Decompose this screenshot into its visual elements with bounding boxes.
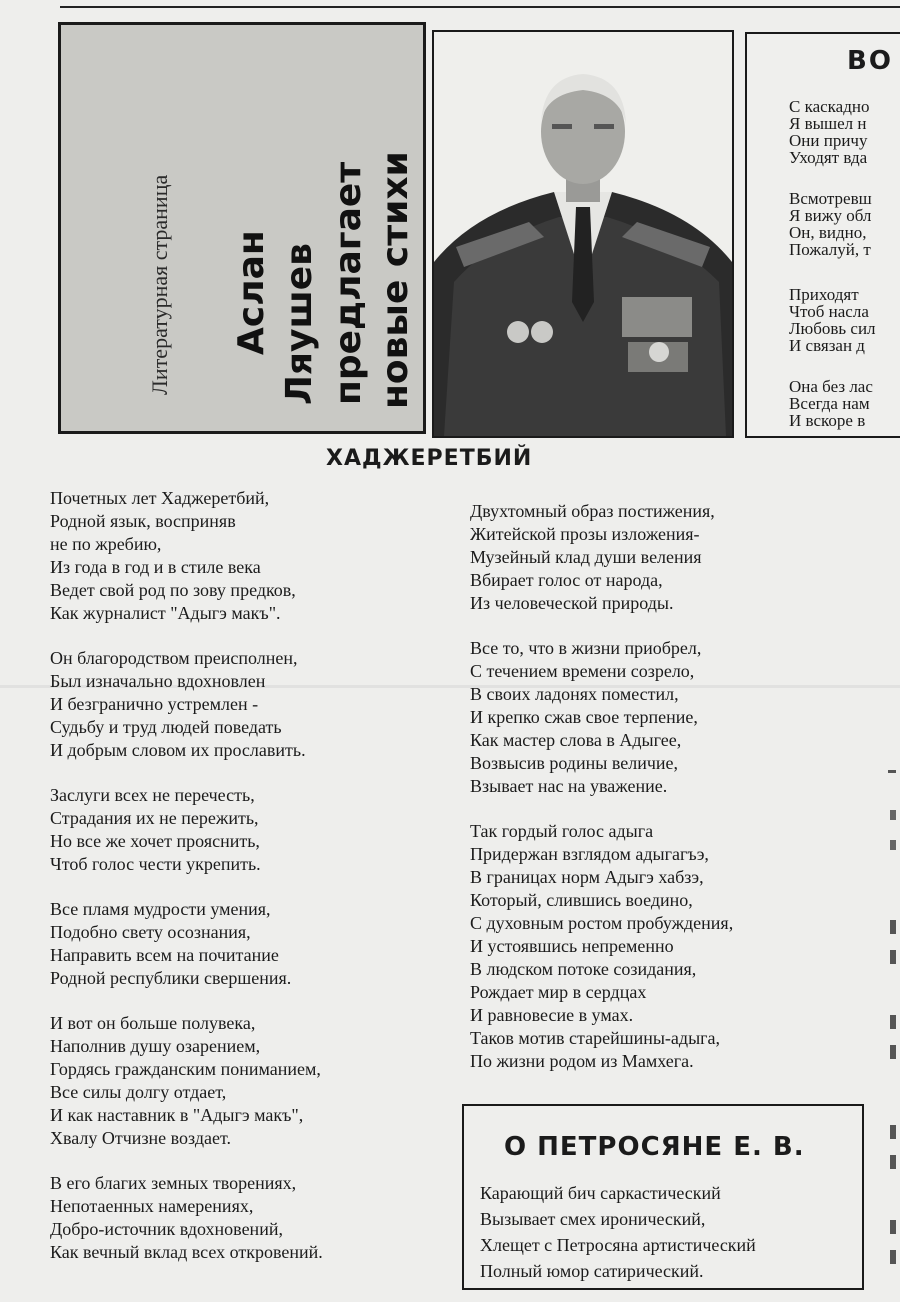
- poem-stanza: [50, 647, 323, 762]
- paper-fold: [0, 685, 900, 688]
- box-poem-title: О ПЕТРОСЯНЕ Е. В.: [504, 1132, 805, 1162]
- poem-line: Заслуги всех не перечесть,: [50, 785, 255, 805]
- poem-line: Он благородством преисполнен,: [50, 648, 298, 668]
- title-line-2: Ляушев: [279, 243, 320, 405]
- poem-line: Из года в год и в стиле века: [50, 557, 261, 577]
- poem-line: Страдания их не пережить,: [50, 808, 259, 828]
- poem-line: И крепко сжав свое терпение,: [470, 707, 698, 727]
- poem-line: Как мастер слова в Адыгее,: [470, 730, 682, 750]
- poem-line: Всегда нам: [789, 394, 870, 413]
- poem-line: Возвысив родины величие,: [470, 753, 679, 773]
- poem-line: Она без лас: [789, 377, 873, 396]
- poem-line: Вбирает голос от народа,: [470, 570, 663, 590]
- poem-line: И связан д: [789, 336, 865, 355]
- petrosyan-poem-box: [462, 1104, 864, 1290]
- poem-line: Взывает нас на уважение.: [470, 776, 668, 796]
- right-poem-stanza: [789, 190, 872, 258]
- poem-line: Непотаенных намерениях,: [50, 1196, 254, 1216]
- right-poem-title: ВО: [847, 46, 893, 76]
- poem-line: Полный юмор сатирический.: [480, 1261, 704, 1281]
- poem-line: В своих ладонях поместил,: [470, 684, 679, 704]
- poem-stanza: [470, 500, 733, 615]
- header-box: [58, 22, 426, 434]
- poem-line: С духовным ростом пробуждения,: [470, 913, 734, 933]
- poem-line: В людском потоке созидания,: [470, 959, 697, 979]
- poem-stanza: [470, 637, 733, 798]
- poem-line: Придержан взглядом адыгагъэ,: [470, 844, 709, 864]
- poem-line: Двухтомный образ постижения,: [470, 501, 715, 521]
- poem-left-column: [50, 487, 323, 1286]
- poem-line: Хвалу Отчизне воздает.: [50, 1128, 231, 1148]
- poem-line: И как наставник в "Адыгэ макъ",: [50, 1105, 304, 1125]
- poem-line: Из человеческой природы.: [470, 593, 674, 613]
- box-poem-lines: [480, 1180, 756, 1284]
- right-poem-stanza: [789, 378, 873, 429]
- poem-line: Карающий бич саркастический: [480, 1183, 721, 1203]
- poem-line: В его благих земных творениях,: [50, 1173, 297, 1193]
- poem-line: И безгранично устремлен -: [50, 694, 259, 714]
- poem-line: И вскоре в: [789, 411, 866, 430]
- poem-right-column: [470, 500, 733, 1095]
- poem-line: Как журналист "Адыгэ макъ".: [50, 603, 281, 623]
- poem-stanza: [50, 784, 323, 876]
- poem-line: Судьбу и труд людей поведать: [50, 717, 282, 737]
- poem-line: Хлещет с Петросяна артистический: [480, 1235, 756, 1255]
- poem-stanza: [470, 820, 733, 1073]
- poem-title: ХАДЖЕРЕТБИЙ: [326, 446, 533, 471]
- poem-stanza: [50, 1012, 323, 1150]
- poem-line: С каскадно: [789, 97, 870, 116]
- right-column-poem: [745, 32, 900, 438]
- title-line-3: предлагает: [328, 161, 369, 405]
- poem-line: Почетных лет Хаджеретбий,: [50, 488, 270, 508]
- poem-line: По жизни родом из Мамхега.: [470, 1051, 694, 1071]
- poem-line: не по жребию,: [50, 534, 162, 554]
- section-label: Литературная страница: [147, 174, 172, 395]
- poem-line: И равновесие в умах.: [470, 1005, 634, 1025]
- poem-line: И вот он больше полувека,: [50, 1013, 256, 1033]
- poem-line: Пожалуй, т: [789, 240, 871, 259]
- poem-line: Все силы долгу отдает,: [50, 1082, 227, 1102]
- poem-line: Подобно свету осознания,: [50, 922, 251, 942]
- poem-line: Таков мотив старейшины-адыга,: [470, 1028, 721, 1048]
- poem-line: Который, слившись воедино,: [470, 890, 693, 910]
- poem-line: Чтоб голос чести укрепить.: [50, 854, 261, 874]
- poem-line: Я вижу обл: [789, 206, 872, 225]
- poem-line: Но все же хочет прояснить,: [50, 831, 260, 851]
- poem-line: Они причу: [789, 131, 868, 150]
- top-rule: [60, 6, 900, 8]
- poem-line: Вызывает смех иронический,: [480, 1209, 706, 1229]
- poem-line: Родной язык, восприняв: [50, 511, 236, 531]
- poem-line: В границах норм Адыгэ хабзэ,: [470, 867, 704, 887]
- poem-line: Он, видно,: [789, 223, 867, 242]
- poem-line: Житейской прозы изложения-: [470, 524, 700, 544]
- right-poem-stanza: [789, 98, 869, 166]
- poem-line: Приходят: [789, 285, 859, 304]
- poem-line: Ведет свой род по зову предков,: [50, 580, 296, 600]
- author-photo: [432, 30, 734, 438]
- poem-line: Все пламя мудрости умения,: [50, 899, 271, 919]
- poem-line: Всмотревш: [789, 189, 872, 208]
- poem-line: Родной республики свершения.: [50, 968, 292, 988]
- poem-line: Как вечный вклад всех откровений.: [50, 1242, 323, 1262]
- poem-stanza: [50, 1172, 323, 1264]
- portrait-illustration: [434, 32, 732, 436]
- poem-stanza: [50, 487, 323, 625]
- poem-line: Уходят вда: [789, 148, 868, 167]
- right-poem-stanza: [789, 286, 876, 354]
- poem-line: И добрым словом их прославить.: [50, 740, 306, 760]
- poem-line: Я вышел н: [789, 114, 867, 133]
- poem-line: Любовь сил: [789, 319, 876, 338]
- title-line-4: новые стихи: [375, 151, 416, 409]
- poem-line: И устоявшись непременно: [470, 936, 674, 956]
- poem-line: Чтоб насла: [789, 302, 869, 321]
- poem-line: С течением времени созрело,: [470, 661, 695, 681]
- poem-line: Гордясь гражданским пониманием,: [50, 1059, 321, 1079]
- poem-line: Так гордый голос адыга: [470, 821, 654, 841]
- poem-line: Наполнив душу озарением,: [50, 1036, 261, 1056]
- cut-off-text-marks: [884, 760, 900, 1300]
- poem-line: Все то, что в жизни приобрел,: [470, 638, 702, 658]
- poem-line: Рождает мир в сердцах: [470, 982, 647, 1002]
- poem-line: Добро-источник вдохновений,: [50, 1219, 283, 1239]
- poem-line: Музейный клад души веления: [470, 547, 702, 567]
- poem-stanza: [50, 898, 323, 990]
- title-line-1: Аслан: [231, 230, 272, 355]
- poem-line: Был изначально вдохновлен: [50, 671, 266, 691]
- poem-line: Направить всем на почитание: [50, 945, 279, 965]
